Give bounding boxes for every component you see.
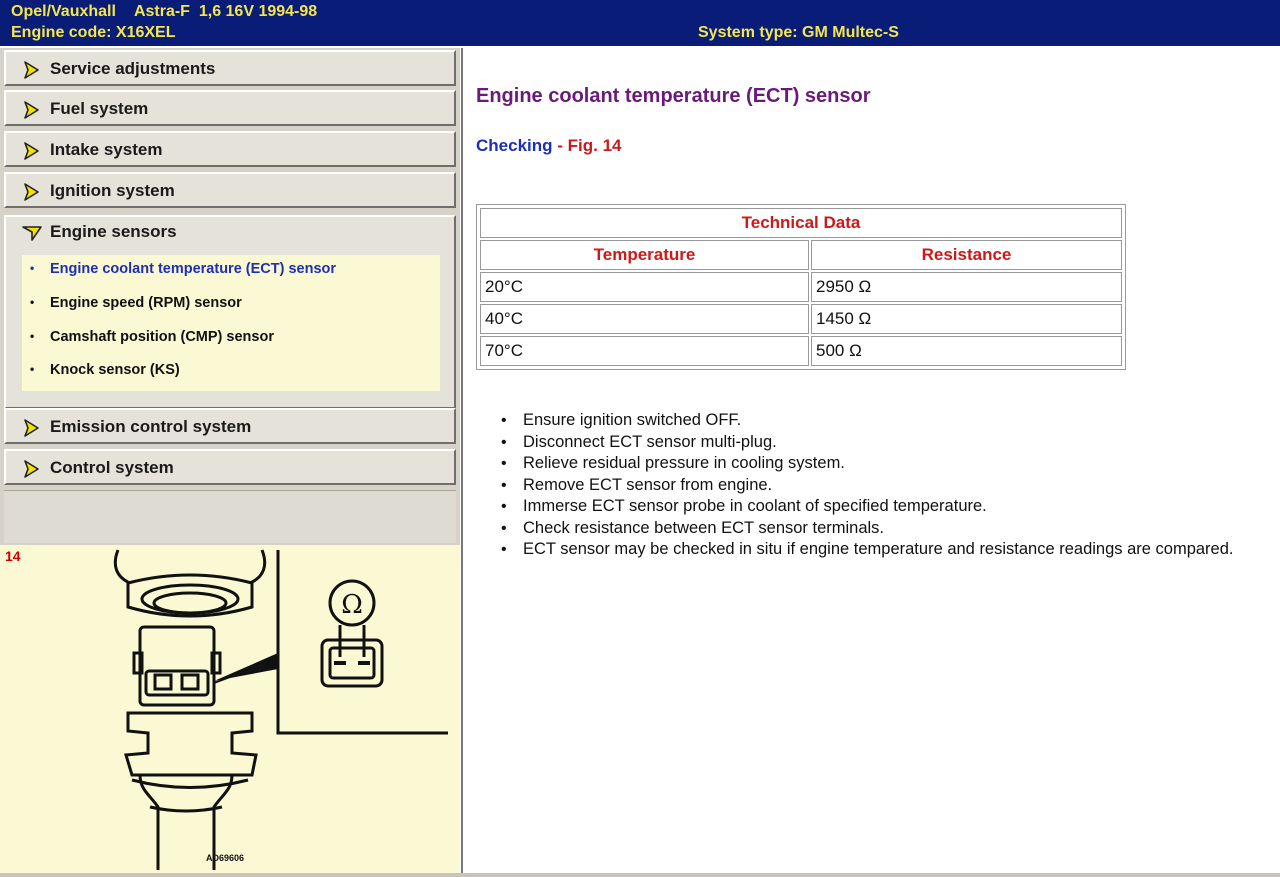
nav-section-engine-sensors [4, 215, 456, 409]
table-cell-temperature: 70°C [480, 336, 809, 366]
vehicle-line [11, 3, 317, 21]
procedure-step: • Ensure ignition switched OFF. [501, 410, 1234, 432]
checking-label: Checking [476, 136, 553, 155]
page-title: Engine coolant temperature (ECT) sensor [476, 85, 871, 107]
nav-item-label: Intake system [50, 140, 163, 159]
system-type: System type: GM Multec-S [698, 24, 899, 41]
column-header-resistance: Resistance [811, 240, 1122, 270]
bottom-frame-edge [0, 873, 1280, 877]
arrow-right-icon [21, 100, 41, 120]
table-cell-resistance: 500 Ω [811, 336, 1122, 366]
sub-nav-knock-sensor[interactable] [30, 362, 180, 386]
nav-item-service-adjustments[interactable] [4, 50, 456, 86]
sub-nav-rpm-sensor[interactable] [30, 295, 242, 319]
procedure-step: • Check resistance between ECT sensor terminals. [501, 518, 1234, 540]
procedure-step: • ECT sensor may be checked in situ if engine temperature and resistance readings are compared. [501, 539, 1234, 561]
arrow-down-icon [21, 223, 43, 243]
nav-empty-area [4, 490, 456, 543]
figure-link[interactable]: Fig. 14 [567, 136, 622, 155]
nav-item-label: Fuel system [50, 99, 149, 118]
sub-nav-ect-sensor[interactable] [30, 261, 336, 285]
vehicle-model: Astra-F [133, 3, 190, 20]
ohm-symbol: Ω [341, 590, 363, 620]
checking-separator: - [552, 136, 568, 155]
table-caption: Technical Data [480, 208, 1122, 238]
app-header [0, 0, 1280, 46]
bullet: • [30, 295, 35, 309]
sidebar-nav [0, 48, 460, 545]
checking-heading [476, 136, 622, 156]
figure-panel [0, 545, 460, 873]
arrow-right-icon [21, 141, 41, 161]
table-cell-temperature: 20°C [480, 272, 809, 302]
nav-item-fuel-system[interactable] [4, 90, 456, 126]
sub-nav-cmp-sensor[interactable] [30, 329, 274, 353]
sub-nav-label: Engine coolant temperature (ECT) sensor [50, 261, 337, 277]
table-cell-temperature: 40°C [480, 304, 809, 334]
content-pane [461, 48, 1280, 873]
procedure-step: • Remove ECT sensor from engine. [501, 475, 1234, 497]
procedure-step: • Immerse ECT sensor probe in coolant of specified temperature. [501, 496, 1234, 518]
nav-item-control-system[interactable] [4, 449, 456, 485]
figure-code: AD69606 [206, 853, 245, 863]
nav-item-engine-sensors[interactable] [6, 217, 454, 251]
arrow-right-icon [21, 459, 41, 479]
nav-item-label: Emission control system [50, 417, 252, 436]
bullet: • [30, 261, 35, 275]
sub-nav-label: Engine speed (RPM) sensor [50, 295, 242, 311]
sub-nav-label: Knock sensor (KS) [50, 362, 180, 378]
figure-number: 14 [5, 548, 21, 564]
table-cell-resistance: 1450 Ω [811, 304, 1122, 334]
arrow-right-icon [21, 418, 41, 438]
procedure-steps [501, 410, 1234, 561]
nav-item-label: Engine sensors [50, 222, 177, 241]
column-header-temperature: Temperature [480, 240, 809, 270]
bullet: • [30, 329, 35, 343]
nav-item-intake-system[interactable] [4, 131, 456, 167]
bullet: • [30, 362, 35, 376]
nav-item-ignition-system[interactable] [4, 172, 456, 208]
table-cell-resistance: 2950 Ω [811, 272, 1122, 302]
sub-nav-label: Camshaft position (CMP) sensor [50, 329, 274, 345]
engine-code: Engine code: X16XEL [11, 24, 176, 41]
vehicle-make: Opel/Vauxhall [11, 3, 116, 20]
ect-sensor-diagram [0, 545, 460, 873]
procedure-step: • Disconnect ECT sensor multi-plug. [501, 432, 1234, 454]
nav-item-label: Ignition system [50, 181, 175, 200]
nav-item-emission-control[interactable] [4, 408, 456, 444]
sub-nav-panel [22, 255, 440, 391]
nav-item-label: Service adjustments [50, 59, 216, 78]
technical-data-table [476, 204, 1126, 370]
arrow-right-icon [21, 60, 41, 80]
vehicle-variant: 1,6 16V 1994-98 [198, 3, 318, 20]
nav-item-label: Control system [50, 458, 174, 477]
procedure-step: • Relieve residual pressure in cooling system. [501, 453, 1234, 475]
arrow-right-icon [21, 182, 41, 202]
